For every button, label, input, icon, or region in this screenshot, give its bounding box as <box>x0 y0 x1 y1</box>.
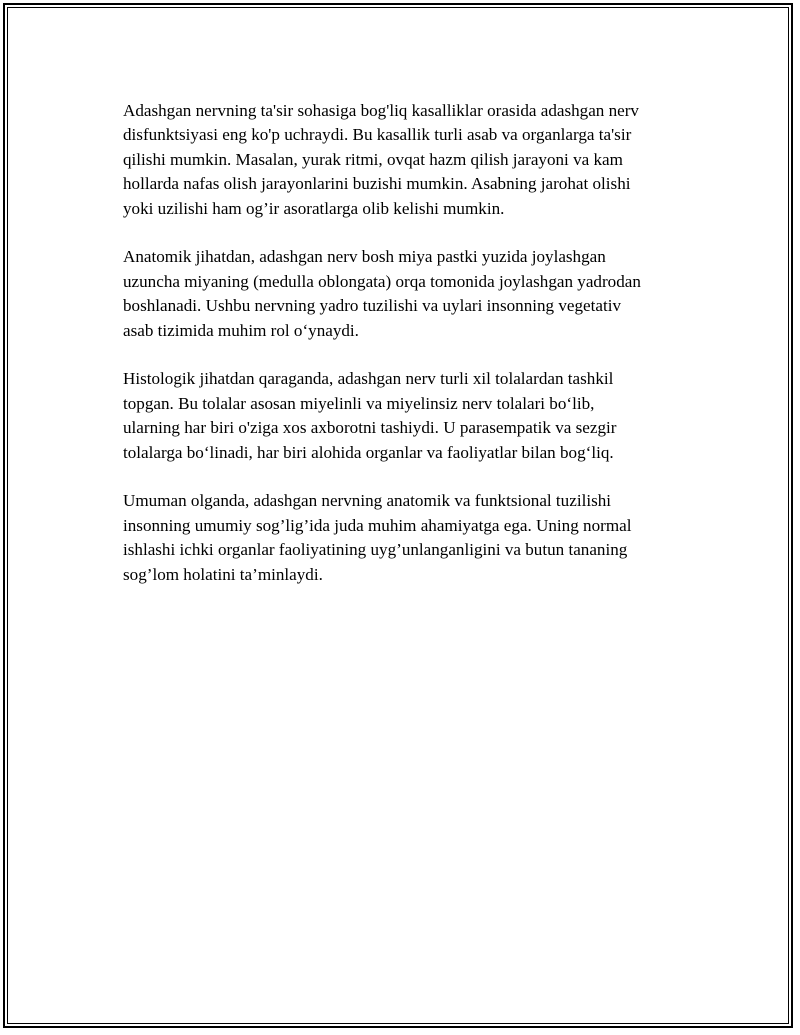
paragraph-4: Umuman olganda, adashgan nervning anatomik va funktsional tuzilishi insonning umumiy sog’lig’ida juda muhim ahamiyatga ega. Uning normal ishlashi ichki organlar faoliyatining uyg’unlanganligini va butun tananing sog’lom holatini ta’minlaydi. <box>123 491 632 584</box>
paragraph-3: Histologik jihatdan qaraganda, adashgan nerv turli xil tolalardan tashkil topgan. Bu tolalar asosan miyelinli va miyelinsiz nerv tolalari bo‘lib, ularning har biri o'ziga xos axborotni tashiydi. U parasempatik va sezgir tolalarga bo‘linadi, har biri alohida organlar va faoliyatlar bilan bog‘liq. <box>123 369 617 462</box>
page-frame <box>3 3 793 1028</box>
document-body <box>123 99 683 611</box>
paragraph-2: Anatomik jihatdan, adashgan nerv bosh miya pastki yuzida joylashgan uzuncha miyaning (medulla oblongata) orqa tomonida joylashgan yadrodan boshlanadi. Ushbu nervning yadro tuzilishi va uylari insonning vegetativ asab tizimida muhim rol o‘ynaydi. <box>123 247 641 340</box>
paragraph-1: Adashgan nervning ta'sir sohasiga bog'liq kasalliklar orasida adashgan nerv disfunktsiyasi eng ko'p uchraydi. Bu kasallik turli asab va organlarga ta'sir qilishi mumkin. Masalan, yurak ritmi, ovqat hazm qilish jarayoni va kam hollarda nafas olish jarayonlarini buzishi mumkin. Asabning jarohat olishi yoki uzilishi ham og’ir asoratlarga olib kelishi mumkin. <box>123 101 639 218</box>
